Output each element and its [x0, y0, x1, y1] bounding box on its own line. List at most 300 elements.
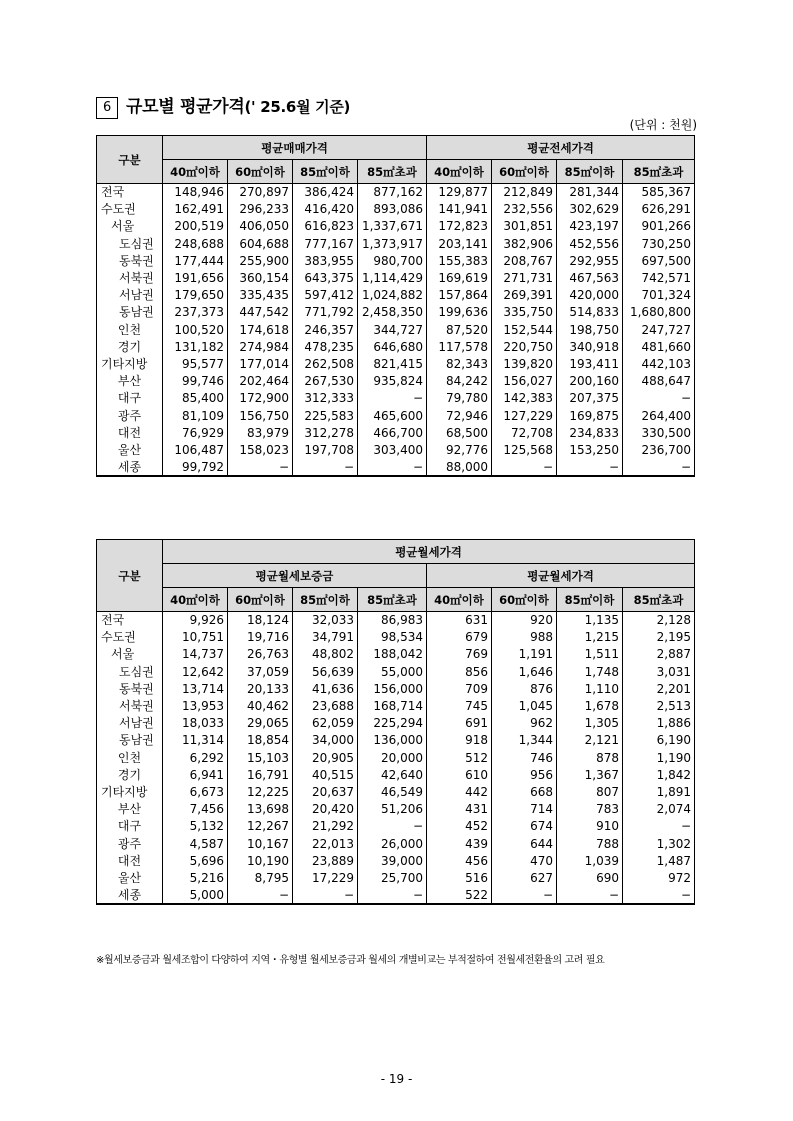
table-cell: 6,292	[163, 749, 228, 766]
table-cell: 131,182	[163, 338, 228, 355]
table-cell: 631	[427, 612, 492, 629]
row-label: 세종	[97, 887, 163, 904]
table-row	[97, 852, 695, 869]
table-cell: 34,000	[293, 732, 358, 749]
table-cell: 807	[557, 783, 623, 800]
table-cell: 193,411	[557, 355, 623, 372]
row-label: 부산	[97, 801, 163, 818]
table-cell: 99,746	[163, 373, 228, 390]
table-cell: 777,167	[293, 235, 358, 252]
table-cell: 382,906	[492, 235, 557, 252]
table-cell: 646,680	[358, 338, 427, 355]
group-header-sale: 평균매매가격	[163, 136, 427, 160]
table-cell: 2,074	[623, 801, 695, 818]
group-header-jeonse: 평균전세가격	[427, 136, 695, 160]
table-cell: 360,154	[228, 269, 293, 286]
table-cell: 788	[557, 835, 623, 852]
table-cell: 383,955	[293, 252, 358, 269]
table-cell: 296,233	[228, 201, 293, 218]
table-cell: 12,225	[228, 783, 293, 800]
table-cell: 99,792	[163, 459, 228, 476]
table-cell: 46,549	[358, 783, 427, 800]
table-cell: 466,700	[358, 424, 427, 441]
row-header: 구분	[97, 540, 163, 612]
table-cell: 644	[492, 835, 557, 852]
table-cell: −	[358, 887, 427, 904]
table-cell: 212,849	[492, 184, 557, 201]
table-row	[97, 459, 695, 476]
table-cell: 199,636	[427, 304, 492, 321]
table-cell: 179,650	[163, 287, 228, 304]
table-cell: 2,128	[623, 612, 695, 629]
table-cell: 100,520	[163, 321, 228, 338]
row-label: 서북권	[97, 697, 163, 714]
table-cell: 610	[427, 766, 492, 783]
row-label: 전국	[97, 612, 163, 629]
table-row	[97, 766, 695, 783]
row-label: 동북권	[97, 680, 163, 697]
table-cell: 4,587	[163, 835, 228, 852]
col-header: 85㎡초과	[623, 588, 695, 612]
table-cell: 714	[492, 801, 557, 818]
table-cell: 225,583	[293, 407, 358, 424]
table-cell: −	[358, 390, 427, 407]
table-cell: 152,544	[492, 321, 557, 338]
table-cell: 82,343	[427, 355, 492, 372]
col-header: 40㎡이하	[163, 588, 228, 612]
table-cell: 470	[492, 852, 557, 869]
table-cell: 169,619	[427, 269, 492, 286]
table-cell: 335,435	[228, 287, 293, 304]
table-row	[97, 338, 695, 355]
table-cell: 856	[427, 663, 492, 680]
table-cell: 920	[492, 612, 557, 629]
table-cell: 420,000	[557, 287, 623, 304]
table-cell: 312,278	[293, 424, 358, 441]
table-cell: 141,941	[427, 201, 492, 218]
table-cell: 690	[557, 869, 623, 886]
row-label: 도심권	[97, 235, 163, 252]
table-row	[97, 441, 695, 458]
table-cell: 1,511	[557, 646, 623, 663]
table-cell: 2,201	[623, 680, 695, 697]
table-cell: 7,456	[163, 801, 228, 818]
table-row	[97, 783, 695, 800]
unit-label: (단위 : 천원)	[629, 118, 697, 132]
table-cell: 522	[427, 887, 492, 904]
table-cell: 643,375	[293, 269, 358, 286]
table-cell: 202,464	[228, 373, 293, 390]
table-cell: 267,530	[293, 373, 358, 390]
table-cell: 76,929	[163, 424, 228, 441]
table-cell: 910	[557, 818, 623, 835]
table-cell: 1,302	[623, 835, 695, 852]
table-cell: 68,500	[427, 424, 492, 441]
table-cell: 148,946	[163, 184, 228, 201]
table-cell: 19,716	[228, 629, 293, 646]
col-header: 60㎡이하	[228, 160, 293, 184]
table-cell: 821,415	[358, 355, 427, 372]
table-cell: 6,941	[163, 766, 228, 783]
table-cell: −	[623, 459, 695, 476]
table-row	[97, 869, 695, 886]
table-cell: 247,727	[623, 321, 695, 338]
table-cell: 988	[492, 629, 557, 646]
table-cell: 127,229	[492, 407, 557, 424]
table-cell: 18,124	[228, 612, 293, 629]
table-cell: 14,737	[163, 646, 228, 663]
table-cell: 92,776	[427, 441, 492, 458]
table-cell: 1,367	[557, 766, 623, 783]
col-header: 85㎡초과	[358, 160, 427, 184]
table-row	[97, 663, 695, 680]
table-cell: 1,045	[492, 697, 557, 714]
table-cell: 20,905	[293, 749, 358, 766]
row-label: 동남권	[97, 732, 163, 749]
table-cell: 81,109	[163, 407, 228, 424]
col-header: 60㎡이하	[492, 160, 557, 184]
col-header: 85㎡초과	[358, 588, 427, 612]
table-cell: −	[557, 459, 623, 476]
row-label: 서울	[97, 218, 163, 235]
table-cell: 742,571	[623, 269, 695, 286]
table-row	[97, 887, 695, 904]
footnote: ※월세보증금과 월세조합이 다양하여 지역・유형별 월세보증금과 월세의 개별비교는 부적절하여 전월세전환율의 고려 필요	[96, 955, 605, 966]
table-cell: 962	[492, 715, 557, 732]
table-cell: 39,000	[358, 852, 427, 869]
table-row	[97, 407, 695, 424]
table-cell: 2,195	[623, 629, 695, 646]
table-row	[97, 252, 695, 269]
table-cell: −	[623, 818, 695, 835]
table-cell: 9,926	[163, 612, 228, 629]
table-cell: 745	[427, 697, 492, 714]
table-cell: 125,568	[492, 441, 557, 458]
table-row	[97, 629, 695, 646]
table-cell: 200,160	[557, 373, 623, 390]
table-cell: 18,033	[163, 715, 228, 732]
table-cell: 1,886	[623, 715, 695, 732]
table-cell: 1,305	[557, 715, 623, 732]
table-cell: −	[293, 887, 358, 904]
row-label: 동북권	[97, 252, 163, 269]
table-cell: 330,500	[623, 424, 695, 441]
table-cell: 225,294	[358, 715, 427, 732]
table-cell: 232,556	[492, 201, 557, 218]
table-cell: 117,578	[427, 338, 492, 355]
table-cell: 269,391	[492, 287, 557, 304]
table-cell: 1,135	[557, 612, 623, 629]
row-label: 부산	[97, 373, 163, 390]
table-cell: 465,600	[358, 407, 427, 424]
row-label: 동남권	[97, 304, 163, 321]
table-cell: 34,791	[293, 629, 358, 646]
table-cell: 1,191	[492, 646, 557, 663]
table-cell: 1,024,882	[358, 287, 427, 304]
table-cell: 79,780	[427, 390, 492, 407]
col-header: 40㎡이하	[427, 160, 492, 184]
table-cell: 514,833	[557, 304, 623, 321]
table-cell: 26,763	[228, 646, 293, 663]
table-cell: 516	[427, 869, 492, 886]
table-cell: 302,629	[557, 201, 623, 218]
table-cell: 877,162	[358, 184, 427, 201]
table-cell: 40,515	[293, 766, 358, 783]
table-cell: 191,656	[163, 269, 228, 286]
row-header: 구분	[97, 136, 163, 184]
group-header-deposit: 평균월세보증금	[163, 564, 427, 588]
table-cell: 172,900	[228, 390, 293, 407]
table-row	[97, 321, 695, 338]
row-label: 서울	[97, 646, 163, 663]
table-row	[97, 835, 695, 852]
table-cell: 234,833	[557, 424, 623, 441]
table-cell: 1,344	[492, 732, 557, 749]
table-cell: 153,250	[557, 441, 623, 458]
table-cell: 935,824	[358, 373, 427, 390]
table-cell: 10,190	[228, 852, 293, 869]
table-cell: 200,519	[163, 218, 228, 235]
col-header: 85㎡이하	[557, 588, 623, 612]
row-label: 대전	[97, 424, 163, 441]
table-cell: 452,556	[557, 235, 623, 252]
table-cell: 169,875	[557, 407, 623, 424]
table-cell: 20,420	[293, 801, 358, 818]
table-cell: 312,333	[293, 390, 358, 407]
table-cell: −	[492, 887, 557, 904]
table-cell: 1,215	[557, 629, 623, 646]
col-header: 85㎡이하	[293, 160, 358, 184]
table-cell: 40,462	[228, 697, 293, 714]
table-cell: 274,984	[228, 338, 293, 355]
row-label: 인천	[97, 321, 163, 338]
table-cell: 5,216	[163, 869, 228, 886]
monthly-rent-price-table	[96, 539, 695, 905]
table-cell: 340,918	[557, 338, 623, 355]
row-label: 도심권	[97, 663, 163, 680]
table-row	[97, 304, 695, 321]
table-cell: 177,014	[228, 355, 293, 372]
table-cell: 2,458,350	[358, 304, 427, 321]
table-cell: 691	[427, 715, 492, 732]
table-cell: 1,678	[557, 697, 623, 714]
table-cell: 177,444	[163, 252, 228, 269]
section-subtitle: (' 25.6월 기준)	[244, 98, 351, 116]
table-cell: 42,640	[358, 766, 427, 783]
table-row	[97, 424, 695, 441]
col-header: 60㎡이하	[492, 588, 557, 612]
table-cell: 1,487	[623, 852, 695, 869]
table-cell: 281,344	[557, 184, 623, 201]
table-cell: −	[623, 390, 695, 407]
table-row	[97, 355, 695, 372]
table-cell: 980,700	[358, 252, 427, 269]
col-header: 60㎡이하	[228, 588, 293, 612]
table-cell: 188,042	[358, 646, 427, 663]
table-cell: 303,400	[358, 441, 427, 458]
table-cell: 956	[492, 766, 557, 783]
table-cell: 95,577	[163, 355, 228, 372]
table-cell: 616,823	[293, 218, 358, 235]
table-cell: 106,487	[163, 441, 228, 458]
row-label: 기타지방	[97, 355, 163, 372]
row-label: 수도권	[97, 201, 163, 218]
table-cell: 155,383	[427, 252, 492, 269]
table-cell: −	[228, 459, 293, 476]
table-cell: 2,887	[623, 646, 695, 663]
table-cell: 442,103	[623, 355, 695, 372]
table-cell: 246,357	[293, 321, 358, 338]
table-cell: 697,500	[623, 252, 695, 269]
row-label: 광주	[97, 407, 163, 424]
table-row	[97, 646, 695, 663]
table-cell: 481,660	[623, 338, 695, 355]
table-row	[97, 235, 695, 252]
table-cell: 25,700	[358, 869, 427, 886]
table-cell: 1,337,671	[358, 218, 427, 235]
table-cell: 129,877	[427, 184, 492, 201]
row-label: 인천	[97, 749, 163, 766]
table-cell: 344,727	[358, 321, 427, 338]
table-cell: 21,292	[293, 818, 358, 835]
table-cell: 972	[623, 869, 695, 886]
table-row	[97, 201, 695, 218]
table-cell: 248,688	[163, 235, 228, 252]
table-cell: 1,842	[623, 766, 695, 783]
table-cell: 488,647	[623, 373, 695, 390]
row-label: 울산	[97, 869, 163, 886]
col-header: 85㎡초과	[623, 160, 695, 184]
table-cell: 12,642	[163, 663, 228, 680]
table-cell: 22,013	[293, 835, 358, 852]
row-label: 서남권	[97, 287, 163, 304]
table-cell: 771,792	[293, 304, 358, 321]
table-cell: 162,491	[163, 201, 228, 218]
table-cell: 271,731	[492, 269, 557, 286]
table-cell: 20,637	[293, 783, 358, 800]
table-cell: −	[293, 459, 358, 476]
table-cell: 876	[492, 680, 557, 697]
table-cell: 423,197	[557, 218, 623, 235]
table-cell: 62,059	[293, 715, 358, 732]
table-cell: 23,889	[293, 852, 358, 869]
table-cell: 292,955	[557, 252, 623, 269]
table-cell: 406,050	[228, 218, 293, 235]
table-cell: 604,688	[228, 235, 293, 252]
table-cell: 172,823	[427, 218, 492, 235]
table-row	[97, 697, 695, 714]
table-row	[97, 373, 695, 390]
table-cell: 918	[427, 732, 492, 749]
table-cell: −	[358, 459, 427, 476]
table-cell: 431	[427, 801, 492, 818]
table-row	[97, 715, 695, 732]
table-cell: 88,000	[427, 459, 492, 476]
table-cell: 139,820	[492, 355, 557, 372]
table-cell: 439	[427, 835, 492, 852]
table-cell: 26,000	[358, 835, 427, 852]
table-cell: 98,534	[358, 629, 427, 646]
table-cell: 156,027	[492, 373, 557, 390]
table-cell: 255,900	[228, 252, 293, 269]
table-cell: 10,167	[228, 835, 293, 852]
table-row	[97, 818, 695, 835]
table-cell: 335,750	[492, 304, 557, 321]
table-cell: 679	[427, 629, 492, 646]
table-row	[97, 680, 695, 697]
table-cell: 85,400	[163, 390, 228, 407]
sale-jeonse-price-table	[96, 135, 695, 477]
table-row	[97, 612, 695, 629]
table-cell: 2,513	[623, 697, 695, 714]
table-cell: 13,714	[163, 680, 228, 697]
table-cell: 262,508	[293, 355, 358, 372]
table-cell: 1,373,917	[358, 235, 427, 252]
table-cell: 270,897	[228, 184, 293, 201]
table-cell: 32,033	[293, 612, 358, 629]
table-cell: −	[492, 459, 557, 476]
table-cell: 674	[492, 818, 557, 835]
table-cell: 15,103	[228, 749, 293, 766]
table-cell: 13,953	[163, 697, 228, 714]
table-cell: 456	[427, 852, 492, 869]
table-cell: 783	[557, 801, 623, 818]
table-cell: 55,000	[358, 663, 427, 680]
table-cell: 6,673	[163, 783, 228, 800]
table-cell: 447,542	[228, 304, 293, 321]
table-cell: 37,059	[228, 663, 293, 680]
table-cell: 893,086	[358, 201, 427, 218]
table-cell: 878	[557, 749, 623, 766]
table-cell: 1,110	[557, 680, 623, 697]
table-cell: 20,133	[228, 680, 293, 697]
table-cell: 1,646	[492, 663, 557, 680]
table-cell: 597,412	[293, 287, 358, 304]
table-row	[97, 269, 695, 286]
section-title	[96, 92, 350, 119]
table-cell: 301,851	[492, 218, 557, 235]
table-row	[97, 184, 695, 201]
table-cell: 18,854	[228, 732, 293, 749]
table-cell: 1,680,800	[623, 304, 695, 321]
table-cell: 158,023	[228, 441, 293, 458]
row-label: 울산	[97, 441, 163, 458]
table-cell: 467,563	[557, 269, 623, 286]
row-label: 서남권	[97, 715, 163, 732]
table-cell: 416,420	[293, 201, 358, 218]
table-cell: 13,698	[228, 801, 293, 818]
table-cell: 901,266	[623, 218, 695, 235]
table-cell: 29,065	[228, 715, 293, 732]
row-label: 대구	[97, 390, 163, 407]
table-cell: 1,748	[557, 663, 623, 680]
row-label: 경기	[97, 338, 163, 355]
row-label: 수도권	[97, 629, 163, 646]
table-cell: 701,324	[623, 287, 695, 304]
table-cell: 23,688	[293, 697, 358, 714]
table-row	[97, 732, 695, 749]
table-cell: 156,000	[358, 680, 427, 697]
table-row	[97, 801, 695, 818]
table-cell: 16,791	[228, 766, 293, 783]
table-cell: 5,132	[163, 818, 228, 835]
table-cell: 627	[492, 869, 557, 886]
table-cell: 8,795	[228, 869, 293, 886]
row-label: 전국	[97, 184, 163, 201]
table-cell: 72,708	[492, 424, 557, 441]
table-cell: 156,750	[228, 407, 293, 424]
table-cell: 17,229	[293, 869, 358, 886]
